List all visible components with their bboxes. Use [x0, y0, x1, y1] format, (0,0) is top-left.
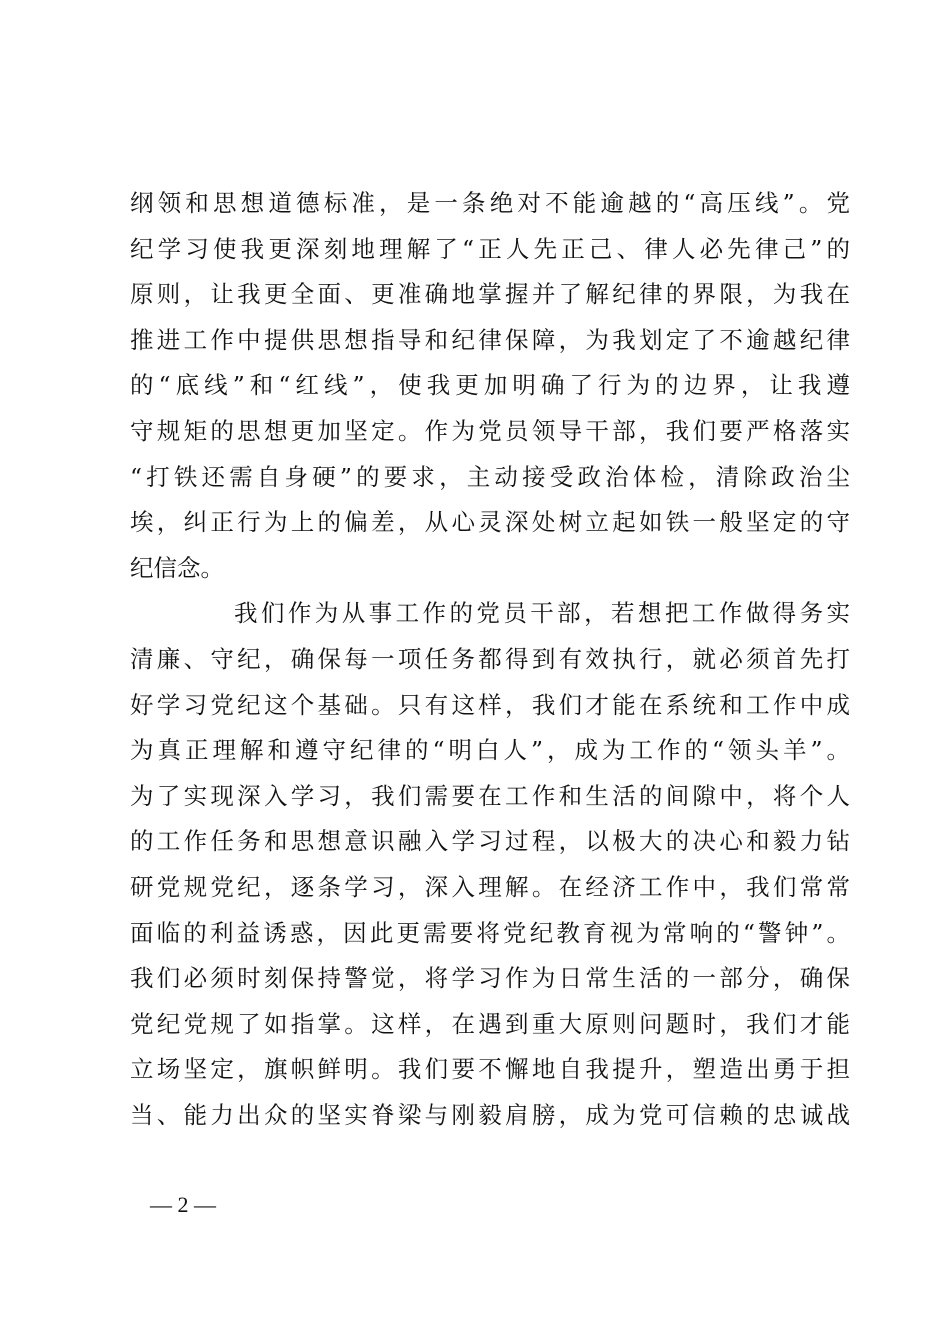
text-line: 埃，纠正行为上的偏差，从心灵深处树立起如铁一般坚定的守 [130, 508, 850, 537]
page-number: — 2 — [150, 1192, 216, 1217]
text-line: 党纪党规了如指掌。这样，在遇到重大原则问题时，我们才能 [130, 1009, 850, 1038]
text-line: 我们必须时刻保持警觉，将学习作为日常生活的一部分，确保 [130, 964, 850, 993]
text-line: 的工作任务和思想意识融入学习过程，以极大的决心和毅力钻 [130, 827, 850, 856]
text-line: 纪学习使我更深刻地理解了“正人先正己、律人必先律己”的 [130, 234, 850, 263]
text-line: 守规矩的思想更加坚定。作为党员领导干部，我们要严格落实 [130, 416, 850, 445]
text-line: 为了实现深入学习，我们需要在工作和生活的间隙中，将个人 [130, 781, 850, 810]
text-line: “打铁还需自身硬”的要求，主动接受政治体检，清除政治尘 [130, 462, 850, 491]
text-line: 纲领和思想道德标准，是一条绝对不能逾越的“高压线”。党 [130, 189, 850, 217]
text-line: 推进工作中提供思想指导和纪律保障，为我划定了不逾越纪律 [130, 325, 850, 354]
body-text [130, 181, 850, 1138]
text-line: 为真正理解和遵守纪律的“明白人”，成为工作的“领头羊”。 [130, 736, 850, 765]
text-line: 面临的利益诱惑，因此更需要将党纪教育视为常响的“警钟”。 [130, 918, 850, 947]
text-line: 好学习党纪这个基础。只有这样，我们才能在系统和工作中成 [130, 690, 850, 719]
text-line: 原则，让我更全面、更准确地掌握并了解纪律的界限，为我在 [130, 280, 850, 309]
text-line: 立场坚定，旗帜鲜明。我们要不懈地自我提升，塑造出勇于担 [130, 1055, 850, 1084]
text-line: 清廉、守纪，确保每一项任务都得到有效执行，就必须首先打 [130, 644, 850, 673]
text-line: 的“底线”和“红线”，使我更加明确了行为的边界，让我遵 [130, 371, 850, 400]
paragraph-first-line: 我们作为从事工作的党员干部，若想把工作做得务实 [234, 599, 850, 628]
text-line: 研党规党纪，逐条学习，深入理解。在经济工作中，我们常常 [130, 872, 850, 901]
text-line: 当、能力出众的坚实脊梁与刚毅肩膀，成为党可信赖的忠诚战 [130, 1100, 850, 1129]
text-line: 纪信念。 [130, 553, 224, 582]
